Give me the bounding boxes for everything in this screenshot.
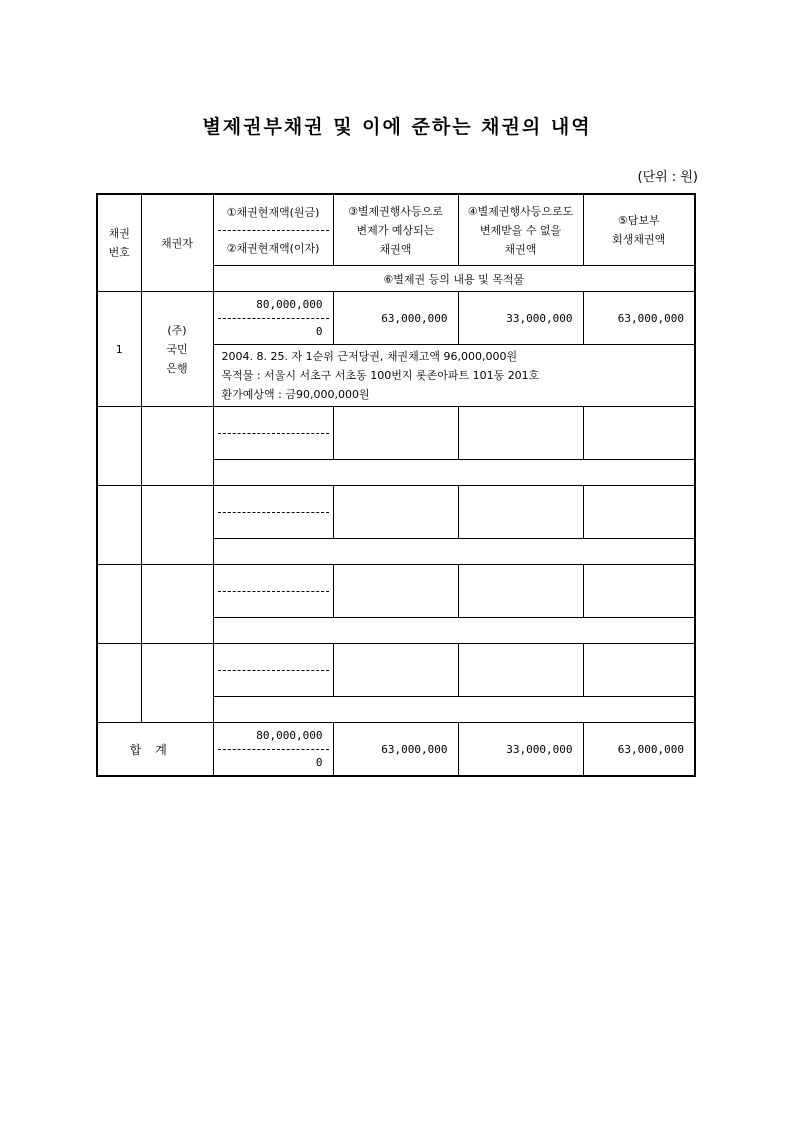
row1-unpaid: 33,000,000	[458, 292, 583, 345]
row2-expected	[333, 407, 458, 460]
header-secured-claim: ⑤담보부 회생채권액	[583, 194, 695, 266]
row3-expected	[333, 486, 458, 539]
row3-creditor	[141, 486, 213, 565]
row5-claim-no	[97, 644, 141, 723]
row2-current-amount	[213, 407, 333, 460]
row3-unpaid	[458, 486, 583, 539]
total-current-amount: 80,000,000 0	[213, 723, 333, 777]
row3-claim-no	[97, 486, 141, 565]
row2-unpaid	[458, 407, 583, 460]
row2-secured	[583, 407, 695, 460]
header-claim-no: 채권 번호	[97, 194, 141, 292]
row4-claim-no	[97, 565, 141, 644]
row1-secured: 63,000,000	[583, 292, 695, 345]
row5-expected	[333, 644, 458, 697]
row4-security-detail	[213, 618, 695, 644]
row1-security-detail: 2004. 8. 25. 자 1순위 근저당권, 채권채고액 96,000,000원 목적물 : 서울시 서초구 서초동 100번지 롯존아파트 101동 201호 환가예상액 : 금90,000,000원	[213, 345, 695, 407]
row3-secured	[583, 486, 695, 539]
total-unpaid: 33,000,000	[458, 723, 583, 777]
row5-security-detail	[213, 697, 695, 723]
header-expected-repayment: ③별제권행사등으로 변제가 예상되는 채권액	[333, 194, 458, 266]
row4-current-amount	[213, 565, 333, 618]
row4-expected	[333, 565, 458, 618]
header-security-detail: ⑥별제권 등의 내용 및 목적물	[213, 266, 695, 292]
total-secured: 63,000,000	[583, 723, 695, 777]
header-unrecoverable: ④별제권행사등으로도 변제받을 수 없을 채권액	[458, 194, 583, 266]
row2-claim-no	[97, 407, 141, 486]
row5-creditor	[141, 644, 213, 723]
row4-unpaid	[458, 565, 583, 618]
row3-current-amount	[213, 486, 333, 539]
row4-secured	[583, 565, 695, 618]
page-title: 별제권부채권 및 이에 준하는 채권의 내역	[202, 116, 592, 138]
row3-security-detail	[213, 539, 695, 565]
row5-unpaid	[458, 644, 583, 697]
claims-table	[96, 193, 696, 777]
row2-creditor	[141, 407, 213, 486]
row1-current-amount: 80,000,000 0	[213, 292, 333, 345]
header-creditor: 채권자	[141, 194, 213, 292]
row1-expected: 63,000,000	[333, 292, 458, 345]
total-expected: 63,000,000	[333, 723, 458, 777]
row2-security-detail	[213, 460, 695, 486]
row1-claim-no: 1	[97, 292, 141, 407]
row4-creditor	[141, 565, 213, 644]
total-label: 합계	[97, 723, 213, 777]
unit-label: (단위 : 원)	[637, 170, 698, 185]
row5-current-amount	[213, 644, 333, 697]
row5-secured	[583, 644, 695, 697]
header-current-amount: ①채권현재액(원금) ②채권현재액(이자)	[213, 194, 333, 266]
row1-creditor: (주) 국민 은행	[141, 292, 213, 407]
